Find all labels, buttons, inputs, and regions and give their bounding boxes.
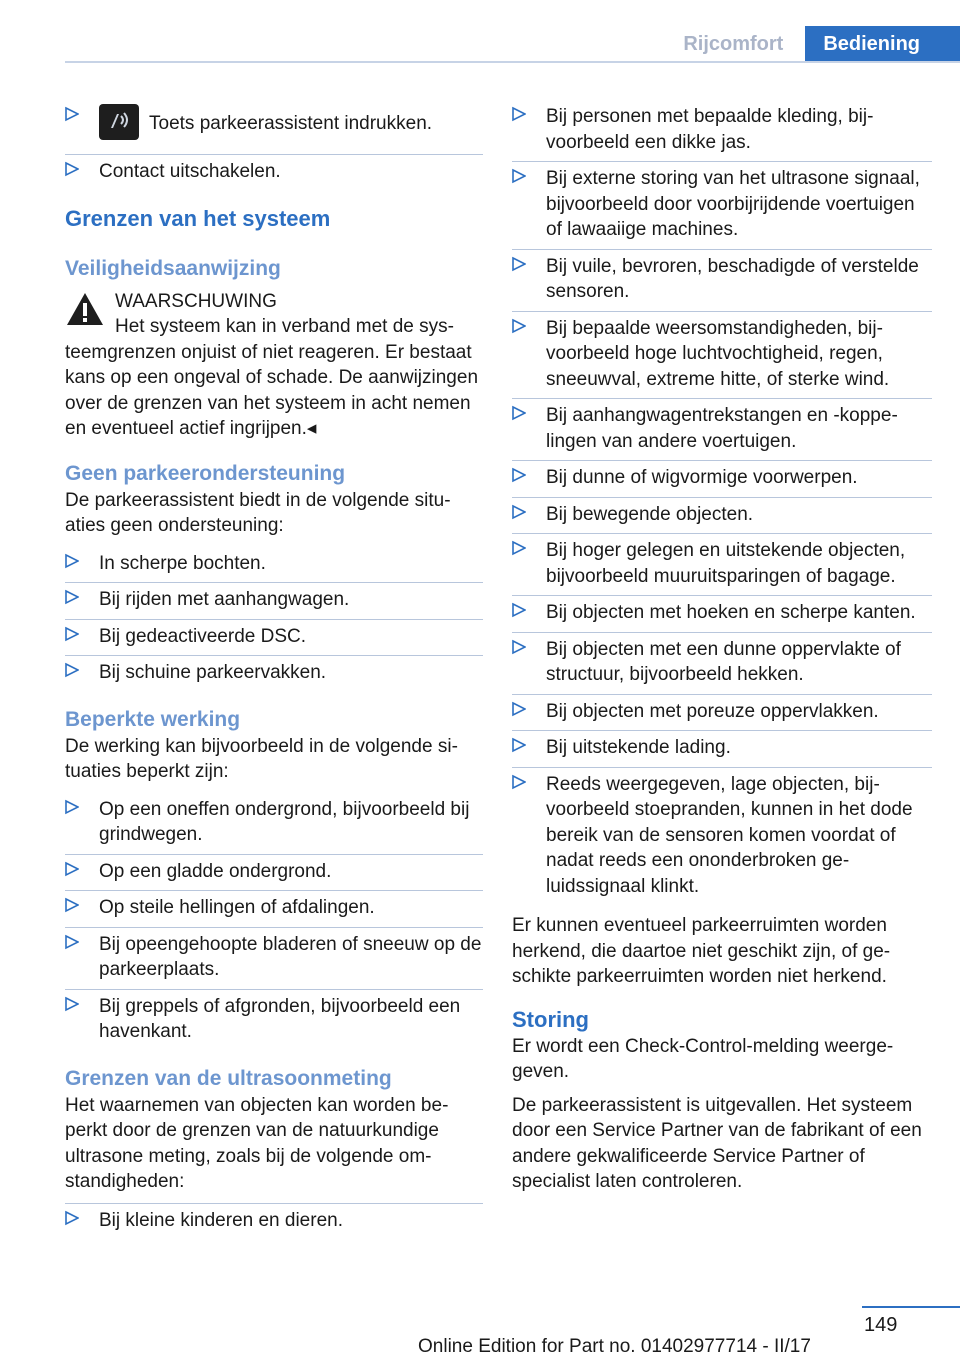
triangle-bullet-icon xyxy=(512,639,530,659)
list-item-label: In scherpe bochten. xyxy=(99,552,266,574)
list-item-label: Bij objecten met hoeken en scherpe kanten. xyxy=(546,602,916,623)
header-divider xyxy=(65,61,960,63)
list-item xyxy=(512,100,932,162)
footer-divider xyxy=(862,1306,960,1308)
list-item xyxy=(65,990,483,1051)
triangle-bullet-icon xyxy=(65,996,83,1016)
list-item-label: Bij objecten met een dunne oppervlakte of structuur, bijvoorbeeld hekken. xyxy=(546,638,901,685)
header-tabs xyxy=(661,26,960,62)
park-assist-button-icon xyxy=(99,104,139,140)
tab-rijcomfort[interactable]: Rijcomfort xyxy=(683,32,784,55)
list-item xyxy=(512,768,932,906)
triangle-bullet-icon xyxy=(65,799,83,819)
list-item-label: Reeds weergegeven, lage objecten, bijvoorbeeld stoepranden, kunnen in het dode bereik van de sensoren komen voordat of nadat reeds een ononderbroken geluidssignaal klinkt. xyxy=(546,773,913,897)
triangle-bullet-icon xyxy=(512,774,530,794)
list-item xyxy=(65,155,483,191)
list-item xyxy=(512,534,932,596)
list-item xyxy=(512,399,932,461)
list-item-label: Contact uitschakelen. xyxy=(99,161,281,182)
triangle-bullet-icon xyxy=(512,405,530,425)
list-item xyxy=(65,583,483,620)
list-item-label: Bij aanhangwagentrekstangen en -koppelingen van andere voertuigen. xyxy=(546,405,898,452)
list-item xyxy=(512,162,932,250)
fault-text-2: De parkeerassistent is uitgevallen. Het systeem door een Service Partner van de fabrikant of een andere gekwalificeerde Service Partner of specialist laten controleren. xyxy=(512,1094,922,1192)
triangle-bullet-icon xyxy=(512,106,530,126)
no-support-title: Geen parkeerondersteuning xyxy=(65,461,346,485)
list-item xyxy=(512,731,932,768)
list-item-label: Bij bepaalde weersomstandigheden, bijvoorbeeld hoge luchtvochtigheid, regen, sneeuwval, extreme hitte, of sterke wind. xyxy=(546,317,890,390)
fault-title: Storing xyxy=(512,1006,589,1032)
ultrasound-list-continued xyxy=(512,100,932,905)
warning-block xyxy=(65,289,483,315)
list-item-label: Bij dunne of wigvormige voorwerpen. xyxy=(546,467,858,488)
triangle-bullet-icon xyxy=(65,626,83,646)
list-item xyxy=(512,596,932,633)
list-item-label: Bij rijden met aanhangwagen. xyxy=(99,589,350,610)
list-item-label: Bij bewegende objecten. xyxy=(546,503,754,525)
list-item xyxy=(65,620,483,657)
triangle-bullet-icon xyxy=(512,168,530,188)
list-item xyxy=(512,633,932,695)
list-item xyxy=(65,855,483,892)
list-item-label: Bij vuile, bevroren, beschadigde of verstelde sensoren. xyxy=(546,255,919,302)
list-item-label: Bij schuine parkeervakken. xyxy=(99,662,327,683)
list-item-label: Bij uitstekende lading. xyxy=(546,737,731,758)
tab-bediening[interactable]: Bediening xyxy=(805,26,960,62)
list-item-label: Op steile hellingen of afdalingen. xyxy=(99,897,375,918)
list-item xyxy=(65,656,483,692)
triangle-bullet-icon xyxy=(512,467,530,487)
triangle-bullet-icon xyxy=(65,589,83,609)
triangle-bullet-icon xyxy=(65,861,83,881)
list-item xyxy=(512,498,932,535)
edition-footer: Online Edition for Part no. 01402977714 - II/17 xyxy=(418,1336,811,1357)
list-item xyxy=(65,100,483,155)
warning-text-content: Het systeem kan in verband met de systeemgrenzen onjuist of niet reageren. Er bestaat kans op een ongeval of schade. De aanwijzingen over de grenzen van het systeem in acht nemen en eventueel actief ingrijpen.◂ xyxy=(65,316,479,439)
ultrasound-list xyxy=(65,1203,483,1240)
list-item xyxy=(512,695,932,732)
list-item xyxy=(65,891,483,928)
triangle-bullet-icon xyxy=(65,662,83,682)
right-column xyxy=(512,100,932,1203)
list-item xyxy=(65,793,483,855)
triangle-bullet-icon xyxy=(512,504,530,524)
triangle-bullet-icon xyxy=(65,934,83,954)
triangle-bullet-icon xyxy=(65,161,83,181)
list-item-label: Bij gedeactiveerde DSC. xyxy=(99,625,306,647)
list-item xyxy=(65,1203,483,1240)
list-item xyxy=(512,250,932,312)
list-item xyxy=(65,928,483,990)
left-column xyxy=(65,100,483,1239)
list-item-label: Toets parkeerassistent indrukken. xyxy=(149,113,433,135)
list-item-label: Bij greppels of afgronden, bijvoorbeeld een havenkant. xyxy=(99,995,461,1042)
limited-title: Beperkte werking xyxy=(65,707,241,731)
list-item-label: Op een gladde ondergrond. xyxy=(99,860,332,882)
section-title: Grenzen van het systeem xyxy=(65,205,331,231)
list-item-label: Bij objecten met poreuze oppervlakken. xyxy=(546,700,879,722)
triangle-bullet-icon xyxy=(512,737,530,757)
triangle-bullet-icon xyxy=(65,106,83,126)
list-item-label: Bij opeengehoopte bladeren of sneeuw op de parkeerplaats. xyxy=(99,933,482,980)
intro-list xyxy=(65,100,483,191)
list-item xyxy=(512,461,932,498)
safety-title: Veiligheidsaanwijzing xyxy=(65,256,281,280)
triangle-bullet-icon xyxy=(512,256,530,276)
limited-text: De werking kan bijvoorbeeld in de volgende situaties beperkt zijn: xyxy=(65,735,458,782)
no-support-text: De parkeerassistent biedt in de volgende situaties geen ondersteuning: xyxy=(65,489,451,536)
list-item-label: Bij externe storing van het ultrasone signaal, bijvoorbeeld door voorbijrijdende voertuigen of lawaaiige machines. xyxy=(546,168,920,240)
fault-text-1: Er wordt een Check-Control-melding weergegeven. xyxy=(512,1035,894,1082)
list-item xyxy=(512,312,932,400)
list-item-label: Bij personen met bepaalde kleding, bijvoorbeeld een dikke jas. xyxy=(546,106,874,153)
triangle-bullet-icon xyxy=(512,318,530,338)
triangle-bullet-icon xyxy=(512,602,530,622)
list-item-label: Bij kleine kinderen en dieren. xyxy=(99,1209,343,1231)
triangle-bullet-icon xyxy=(512,701,530,721)
warning-icon xyxy=(65,291,105,327)
triangle-bullet-icon xyxy=(65,1210,83,1230)
triangle-bullet-icon xyxy=(512,540,530,560)
list-item-label: Op een oneffen ondergrond, bijvoorbeeld bij grindwegen. xyxy=(99,798,470,845)
triangle-bullet-icon xyxy=(65,553,83,573)
after-list-text: Er kunnen eventueel parkeerruimten worden herkend, die daartoe niet geschikt zijn, of geschikte parkeerruimten worden niet herkend. xyxy=(512,915,891,987)
list-item-label: Bij hoger gelegen en uitstekende objecten, bijvoorbeeld muuruitsparingen of bagage. xyxy=(546,540,906,587)
triangle-bullet-icon xyxy=(65,897,83,917)
ultrasound-title: Grenzen van de ultrasoonmeting xyxy=(65,1066,392,1090)
page-number: 149 xyxy=(864,1314,898,1336)
warning-text xyxy=(65,314,483,442)
warning-heading: WAARSCHUWING xyxy=(115,290,277,312)
ultrasound-text: Het waarnemen van objecten kan worden beperkt door de grenzen van de natuurkundige ultrasone meting, zoals bij de volgende omstandigheden: xyxy=(65,1094,449,1192)
no-support-list xyxy=(65,547,483,692)
list-item xyxy=(65,547,483,584)
limited-list xyxy=(65,793,483,1051)
